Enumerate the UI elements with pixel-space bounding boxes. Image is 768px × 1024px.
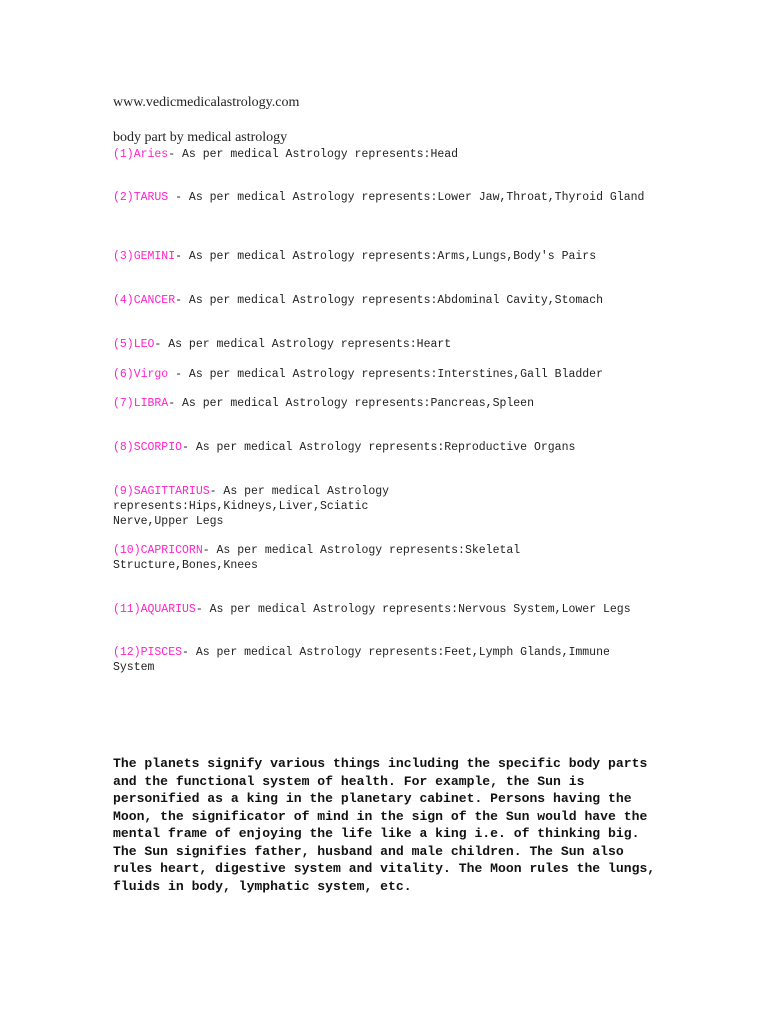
sign-name: (9)SAGITTARIUS [113,485,210,498]
sign-description: - As per medical Astrology represents:Reproductive Organs [182,441,576,454]
sign-name: (2)TARUS [113,191,169,204]
sign-description: - As per medical Astrology represents:Skeletal Structure,Bones,Knees [113,544,521,572]
page-heading: body part by medical astrology [113,130,288,145]
list-item-virgo [113,367,658,382]
sign-name: (10)CAPRICORN [113,544,203,557]
sign-description: - As per medical Astrology represents:Feet,Lymph Glands,Immune System [113,646,610,674]
list-item-sagittarius [113,484,443,529]
sign-name: (8)SCORPIO [113,441,183,454]
website-url: www.vedicmedicalastrology.com [113,95,300,110]
sign-description: - As per medical Astrology represents:Heart [154,338,452,351]
sign-description: - As per medical Astrology represents:Interstines,Gall Bladder [168,368,603,381]
sign-description: - As per medical Astrology represents:Nervous System,Lower Legs [195,603,631,616]
sign-name: (11)AQUARIUS [113,603,196,616]
list-item-capricorn [113,543,558,573]
sign-name: (4)CANCER [113,294,176,307]
list-item-gemini [113,249,658,264]
sign-name: (6)Virgo [113,368,169,381]
list-item-pisces [113,645,658,675]
sign-description: - As per medical Astrology represents:Arms,Lungs,Body's Pairs [175,250,597,263]
sign-name: (12)PISCES [113,646,183,659]
sign-description: - As per medical Astrology represents:Head [168,148,459,161]
body-paragraph: The planets signify various things including the specific body parts and the functional system of health. For example, the Sun is personified as a king in the planetary cabinet. Persons having the Moon, the significator of mind in the sign of the Sun would have the mental frame of enjoying the life like a king i.e. of thinking big. The Sun signifies father, husband and male children. The Sun also rules heart, digestive system and vitality. The Moon rules the lungs, fluids in body, lymphatic system, etc. [113,756,656,894]
list-item-libra [113,396,658,411]
list-item-scorpio [113,440,658,455]
sign-description: - As per medical Astrology represents:Abdominal Cavity,Stomach [175,294,603,307]
sign-name: (5)LEO [113,338,155,351]
list-item-aquarius [113,602,648,617]
sign-name: (1)Aries [113,148,169,161]
sign-description: - As per medical Astrology represents:Lower Jaw,Throat,Thyroid Gland [168,191,645,204]
sign-description: - As per medical Astrology represents:Pancreas,Spleen [168,397,534,410]
list-item-taurus [113,190,658,205]
sign-description: - As per medical Astrology represents:Hips,Kidneys,Liver,Sciatic Nerve,Upper Legs [113,485,390,528]
list-item-leo [113,337,658,352]
list-item-cancer [113,293,658,308]
sign-name: (7)LIBRA [113,397,169,410]
sign-name: (3)GEMINI [113,250,176,263]
list-item-aries [113,147,658,162]
